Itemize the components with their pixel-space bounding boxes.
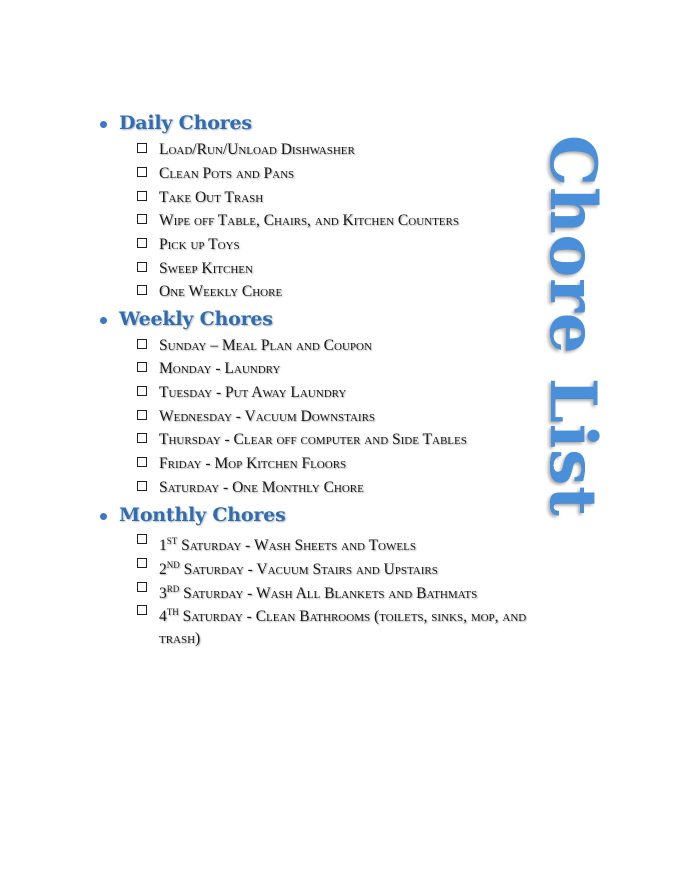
- weekly-item-3: [137, 382, 346, 404]
- checkbox-icon[interactable]: [137, 191, 147, 201]
- daily-chores-heading: [100, 110, 252, 136]
- weekly-chores-heading-text: Weekly Chores: [119, 308, 273, 330]
- checkbox-icon[interactable]: [137, 605, 147, 615]
- checkbox-icon[interactable]: [137, 457, 147, 467]
- monthly-item-text: Saturday - Clean Bathrooms (toilets, sinks, mop, and trash): [159, 608, 527, 647]
- weekly-item-label: Monday - Laundry: [159, 360, 281, 377]
- monthly-item-text: Saturday - Wash All Blankets and Bathmats: [179, 585, 478, 602]
- weekly-item-label: Thursday - Clear off computer and Side Tables: [159, 431, 467, 448]
- daily-item-label: Clean Pots and Pans: [159, 165, 295, 182]
- ordinal-number: 1: [159, 537, 167, 554]
- weekly-item-5: [137, 429, 467, 451]
- checkbox-icon[interactable]: [137, 143, 147, 153]
- daily-item-label: One Weekly Chore: [159, 283, 283, 300]
- weekly-item-label: Saturday - One Monthly Chore: [159, 479, 364, 496]
- monthly-item-text: Saturday - Wash Sheets and Towels: [177, 537, 416, 554]
- checkbox-icon[interactable]: [137, 262, 147, 272]
- monthly-item-2: [137, 554, 438, 581]
- daily-item-label: Pick up Toys: [159, 236, 240, 253]
- checkbox-icon[interactable]: [137, 238, 147, 248]
- daily-item-2: [137, 163, 294, 185]
- weekly-item-label: Tuesday - Put Away Laundry: [159, 384, 347, 401]
- daily-item-1: [137, 139, 355, 161]
- ordinal-suffix: ND: [166, 560, 180, 570]
- daily-chores-heading-text: Daily Chores: [119, 112, 252, 134]
- checkbox-icon[interactable]: [137, 410, 147, 420]
- monthly-item-label: [159, 530, 416, 557]
- checkbox-icon[interactable]: [137, 214, 147, 224]
- daily-item-6: [137, 258, 253, 280]
- monthly-item-label: [159, 601, 569, 650]
- ordinal-number: 4: [159, 608, 167, 625]
- daily-item-label: Sweep Kitchen: [159, 260, 253, 277]
- checkbox-icon[interactable]: [137, 481, 147, 491]
- weekly-item-1: [137, 335, 372, 357]
- weekly-item-4: [137, 406, 375, 428]
- monthly-item-4: [137, 601, 569, 650]
- ordinal-suffix: ST: [166, 536, 178, 546]
- checkbox-icon[interactable]: [137, 386, 147, 396]
- monthly-chores-heading: [100, 502, 286, 528]
- chore-list-title: Chore List: [535, 135, 610, 517]
- weekly-item-7: [137, 477, 364, 499]
- ordinal-suffix: RD: [166, 584, 180, 594]
- daily-item-label: Wipe off Table, Chairs, and Kitchen Counters: [159, 212, 459, 229]
- monthly-chores-heading-text: Monthly Chores: [119, 504, 286, 526]
- bullet-icon: [100, 317, 107, 324]
- daily-item-3: [137, 187, 263, 209]
- daily-item-label: Take Out Trash: [159, 189, 264, 206]
- daily-item-7: [137, 281, 282, 303]
- daily-item-5: [137, 234, 240, 256]
- bullet-icon: [100, 513, 107, 520]
- weekly-chores-heading: [100, 306, 273, 332]
- weekly-item-label: Friday - Mop Kitchen Floors: [159, 455, 347, 472]
- weekly-item-label: Sunday – Meal Plan and Coupon: [159, 337, 372, 354]
- checkbox-icon[interactable]: [137, 582, 147, 592]
- monthly-item-text: Saturday - Vacuum Stairs and Upstairs: [179, 561, 438, 578]
- weekly-item-6: [137, 453, 346, 475]
- checkbox-icon[interactable]: [137, 167, 147, 177]
- monthly-item-label: [159, 554, 438, 581]
- checkbox-icon[interactable]: [137, 339, 147, 349]
- checkbox-icon[interactable]: [137, 362, 147, 372]
- checkbox-icon[interactable]: [137, 285, 147, 295]
- vertical-title-container: [530, 135, 610, 565]
- checkbox-icon[interactable]: [137, 433, 147, 443]
- checkbox-icon[interactable]: [137, 534, 147, 544]
- ordinal-suffix: TH: [166, 607, 179, 617]
- weekly-item-label: Wednesday - Vacuum Downstairs: [159, 408, 376, 425]
- weekly-item-2: [137, 358, 280, 380]
- daily-item-4: [137, 210, 459, 232]
- daily-item-label: Load/Run/Unload Dishwasher: [159, 141, 355, 158]
- monthly-item-1: [137, 530, 416, 557]
- checkbox-icon[interactable]: [137, 558, 147, 568]
- bullet-icon: [100, 121, 107, 128]
- ordinal-number: 2: [159, 561, 167, 578]
- ordinal-number: 3: [159, 585, 167, 602]
